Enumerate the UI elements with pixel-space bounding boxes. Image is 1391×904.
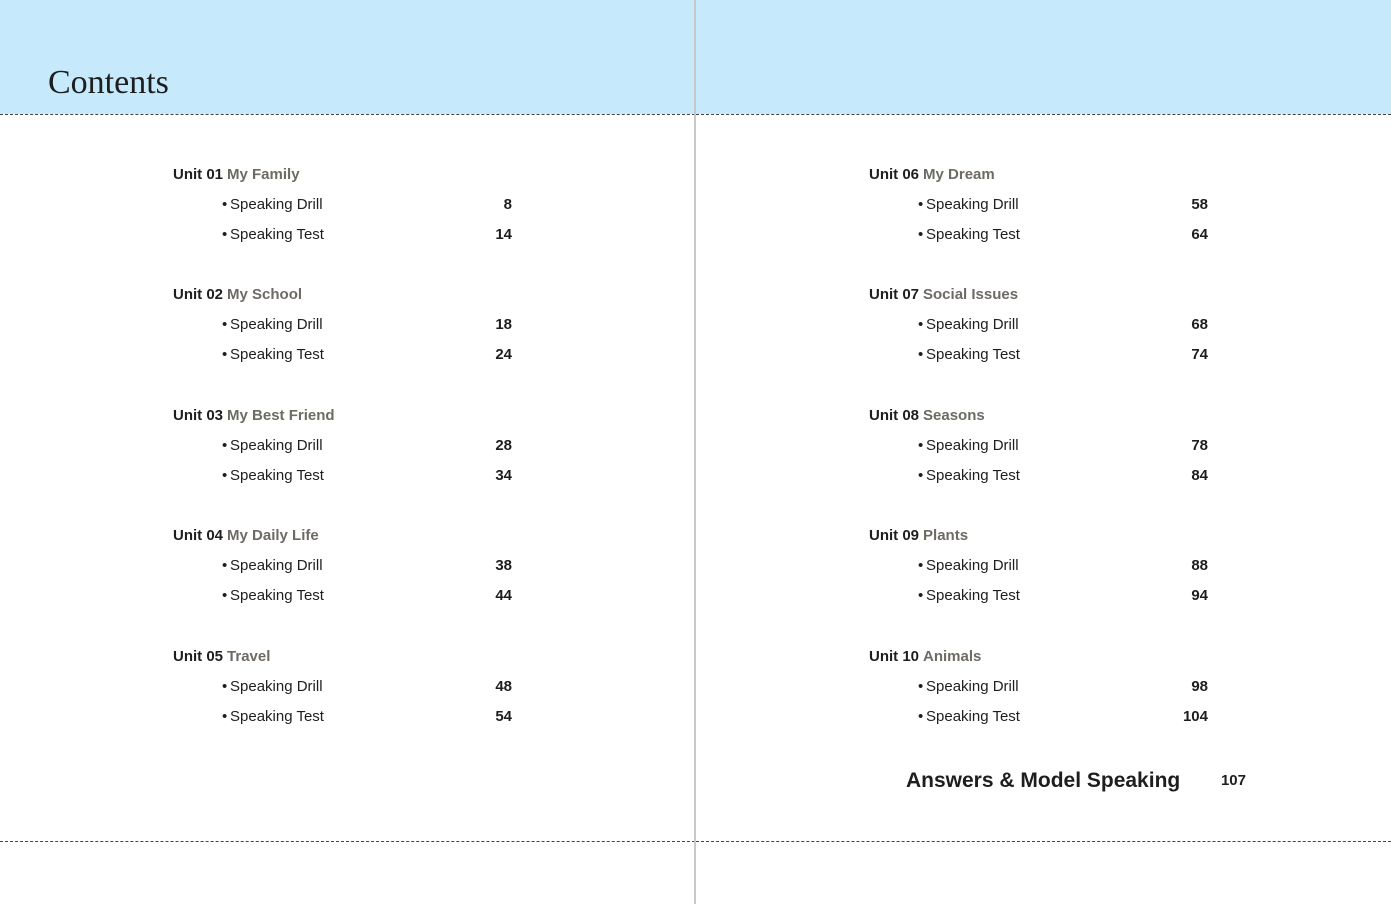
bullet-icon: • xyxy=(222,316,228,333)
entry-label: Speaking Test xyxy=(926,587,1020,604)
entry-label: Speaking Test xyxy=(926,467,1020,484)
bullet-icon: • xyxy=(222,678,228,695)
unit-name: My Dream xyxy=(923,166,995,183)
unit-number: Unit 02 xyxy=(173,286,224,303)
entry-page-number: 14 xyxy=(495,226,512,243)
unit-name: My Family xyxy=(227,166,300,183)
contents-entry[interactable] xyxy=(222,467,512,485)
unit-heading[interactable] xyxy=(869,407,985,425)
top-divider xyxy=(0,114,695,115)
entry-label: Speaking Drill xyxy=(230,557,323,574)
unit-heading[interactable] xyxy=(869,286,1018,304)
entry-label: Speaking Drill xyxy=(926,316,1019,333)
contents-entry[interactable] xyxy=(222,437,512,455)
entry-label: Speaking Drill xyxy=(926,437,1019,454)
entry-page-number: 18 xyxy=(495,316,512,333)
unit-name: Social Issues xyxy=(923,286,1019,303)
entry-label: Speaking Test xyxy=(230,467,324,484)
bottom-divider xyxy=(696,841,1391,842)
entry-page-number: 84 xyxy=(1191,467,1208,484)
unit-heading[interactable] xyxy=(173,166,300,184)
contents-entry[interactable] xyxy=(918,437,1208,455)
entry-page-number: 8 xyxy=(503,196,512,213)
bullet-icon: • xyxy=(918,467,924,484)
entry-label: Speaking Test xyxy=(926,226,1020,243)
answers-entry-label[interactable]: Answers & Model Speaking xyxy=(906,769,1181,792)
entry-page-number: 68 xyxy=(1191,316,1208,333)
bullet-icon: • xyxy=(918,346,924,363)
entry-page-number: 104 xyxy=(1182,708,1208,725)
entry-label: Speaking Drill xyxy=(230,196,323,213)
unit-heading[interactable] xyxy=(173,286,302,304)
unit-heading[interactable] xyxy=(869,166,995,184)
bullet-icon: • xyxy=(918,196,924,213)
right-page xyxy=(696,0,1391,904)
contents-entry[interactable] xyxy=(918,708,1208,726)
contents-entry[interactable] xyxy=(918,557,1208,575)
entry-page-number: 48 xyxy=(495,678,512,695)
contents-entry[interactable] xyxy=(222,708,512,726)
bullet-icon: • xyxy=(918,316,924,333)
entry-page-number: 34 xyxy=(495,467,512,484)
bullet-icon: • xyxy=(222,346,228,363)
bullet-icon: • xyxy=(918,437,924,454)
entry-label: Speaking Drill xyxy=(926,557,1019,574)
contents-entry[interactable] xyxy=(918,196,1208,214)
entry-page-number: 78 xyxy=(1191,437,1208,454)
unit-name: My Daily Life xyxy=(227,527,319,544)
bullet-icon: • xyxy=(918,708,924,725)
contents-entry[interactable] xyxy=(222,678,512,696)
contents-entry[interactable] xyxy=(222,316,512,334)
bottom-divider xyxy=(0,841,695,842)
contents-entry[interactable] xyxy=(222,196,512,214)
unit-heading[interactable] xyxy=(173,527,319,545)
contents-entry[interactable] xyxy=(222,587,512,605)
entry-page-number: 28 xyxy=(495,437,512,454)
unit-name: Animals xyxy=(923,648,982,665)
page-title: Contents xyxy=(48,64,169,101)
bullet-icon: • xyxy=(222,708,228,725)
entry-page-number: 88 xyxy=(1191,557,1208,574)
entry-label: Speaking Drill xyxy=(926,678,1019,695)
entry-label: Speaking Drill xyxy=(230,437,323,454)
entry-page-number: 74 xyxy=(1191,346,1208,363)
entry-label: Speaking Test xyxy=(230,708,324,725)
unit-heading[interactable] xyxy=(869,648,981,666)
entry-label: Speaking Test xyxy=(230,226,324,243)
entry-label: Speaking Test xyxy=(230,346,324,363)
unit-number: Unit 01 xyxy=(173,166,224,183)
bullet-icon: • xyxy=(918,678,924,695)
contents-entry[interactable] xyxy=(918,346,1208,364)
entry-label: Speaking Test xyxy=(926,346,1020,363)
unit-number: Unit 09 xyxy=(869,527,920,544)
contents-entry[interactable] xyxy=(918,678,1208,696)
unit-heading[interactable] xyxy=(173,407,335,425)
unit-name: Travel xyxy=(227,648,271,665)
unit-name: Plants xyxy=(923,527,969,544)
unit-number: Unit 06 xyxy=(869,166,920,183)
contents-entry[interactable] xyxy=(222,226,512,244)
bullet-icon: • xyxy=(222,557,228,574)
unit-number: Unit 03 xyxy=(173,407,224,424)
unit-number: Unit 07 xyxy=(869,286,920,303)
unit-number: Unit 04 xyxy=(173,527,224,544)
contents-entry[interactable] xyxy=(918,316,1208,334)
entry-page-number: 98 xyxy=(1191,678,1208,695)
entry-label: Speaking Drill xyxy=(926,196,1019,213)
entry-page-number: 38 xyxy=(495,557,512,574)
left-page xyxy=(0,0,695,904)
entry-page-number: 44 xyxy=(495,587,512,604)
contents-entry[interactable] xyxy=(222,346,512,364)
unit-heading[interactable] xyxy=(173,648,270,666)
contents-entry[interactable] xyxy=(222,557,512,575)
entry-page-number: 54 xyxy=(495,708,512,725)
entry-label: Speaking Drill xyxy=(230,316,323,333)
unit-name: Seasons xyxy=(923,407,985,424)
entry-label: Speaking Test xyxy=(926,708,1020,725)
answers-entry-page: 107 xyxy=(1220,772,1246,789)
contents-entry[interactable] xyxy=(918,226,1208,244)
unit-name: My Best Friend xyxy=(227,407,335,424)
unit-number: Unit 08 xyxy=(869,407,920,424)
bullet-icon: • xyxy=(222,467,228,484)
entry-label: Speaking Drill xyxy=(230,678,323,695)
contents-entry[interactable] xyxy=(918,467,1208,485)
entry-page-number: 94 xyxy=(1191,587,1208,604)
entry-page-number: 24 xyxy=(495,346,512,363)
bullet-icon: • xyxy=(918,557,924,574)
bullet-icon: • xyxy=(918,226,924,243)
unit-number: Unit 05 xyxy=(173,648,224,665)
bullet-icon: • xyxy=(222,226,228,243)
bullet-icon: • xyxy=(222,587,228,604)
bullet-icon: • xyxy=(222,196,228,213)
header-band xyxy=(696,0,1391,114)
entry-page-number: 58 xyxy=(1191,196,1208,213)
bullet-icon: • xyxy=(222,437,228,454)
top-divider xyxy=(696,114,1391,115)
contents-entry[interactable] xyxy=(918,587,1208,605)
unit-name: My School xyxy=(227,286,303,303)
entry-label: Speaking Test xyxy=(230,587,324,604)
unit-number: Unit 10 xyxy=(869,648,920,665)
entry-page-number: 64 xyxy=(1191,226,1208,243)
bullet-icon: • xyxy=(918,587,924,604)
unit-heading[interactable] xyxy=(869,527,968,545)
